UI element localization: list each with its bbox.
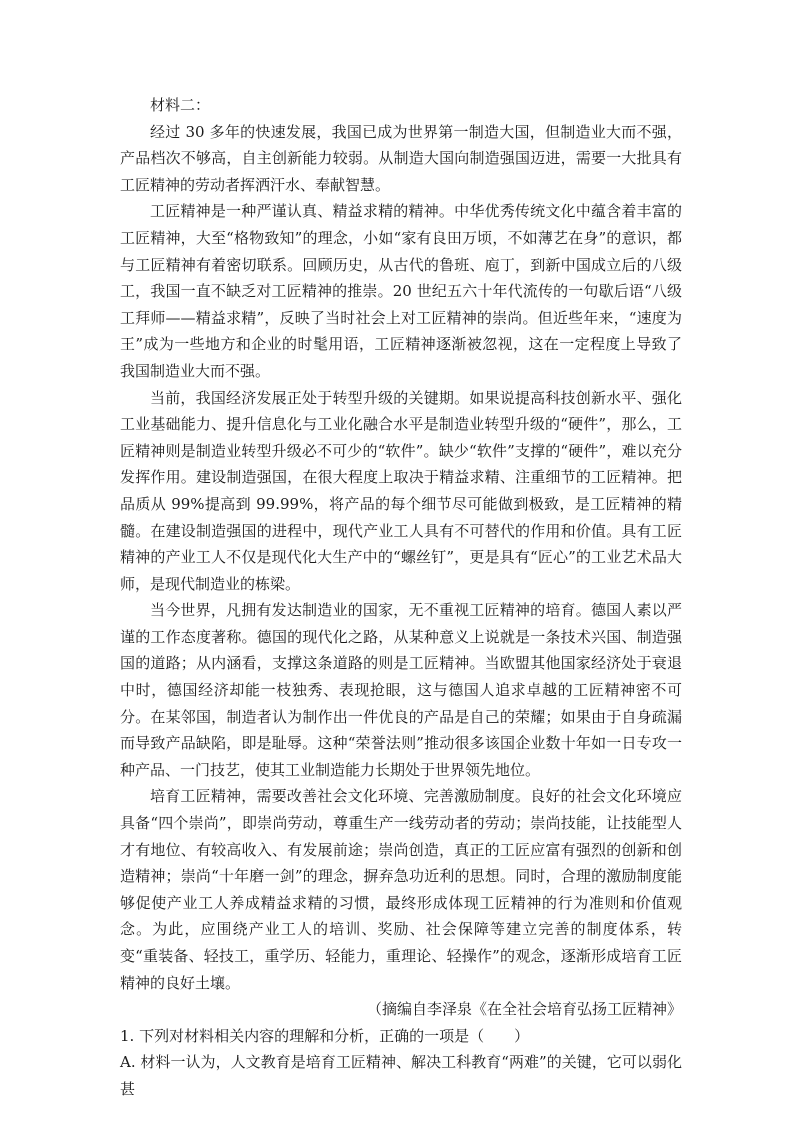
source-citation: （摘编自李泽泉《在全社会培育弘扬工匠精神》 (366, 1000, 682, 1019)
section-title: 材料二： (150, 96, 211, 114)
option-a: A. 材料一认为，人文教育是培育工匠精神、解决工科教育“两难”的关键，它可以弱化甚 (120, 1053, 682, 1098)
document-page (120, 92, 682, 1103)
paragraph-2: 工匠精神是一种严谨认真、精益求精的精神。中华优秀传统文化中蕴含着丰富的工匠精神，大至“格物致知”的理念，小如“家有良田万顷，不如薄艺在身”的意识，都与工匠精神有着密切联系。回顾历史，从古代的鲁班、庖丁，到新中国成立后的八级工，我国一直不缺乏对工匠精神的推崇。20 世纪五六十年代流传的一句歇后语“八级工拜师——精益求精”，反映了当时社会上对工匠精神的崇尚。但近些年来，“速度为王”成为一些地方和企业的时髦用语，工匠精神逐渐被忽视，这在一定程度上导致了我国制造业大而不强。 (120, 202, 682, 380)
question-1: 1. 下列对材料相关内容的理解和分析，正确的一项是（ ） (120, 1026, 530, 1045)
paragraph-4: 当今世界，凡拥有发达制造业的国家，无不重视工匠精神的培育。德国人素以严谨的工作态度著称。德国的现代化之路，从某种意义上说就是一条技术兴国、制造强国的道路；从内涵看，支撑这条道路的则是工匠精神。当欧盟其他国家经济处于衰退中时，德国经济却能一枝独秀、表现抢眼，这与德国人追求卓越的工匠精神密不可分。在某邻国，制造者认为制作出一件优良的产品是自己的荣耀；如果由于自身疏漏而导致产品缺陷，即是耻辱。这种“荣誉法则”推动很多该国企业数十年如一日专攻一种产品、一门技艺，使其工业制造能力长期处于世界领先地位。 (120, 601, 682, 779)
paragraph-3: 当前，我国经济发展正处于转型升级的关键期。如果说提高科技创新水平、强化工业基础能力、提升信息化与工业化融合水平是制造业转型升级的“硬件”，那么，工匠精神则是制造业转型升级必不可少的“软件”。缺少“软件”支撑的“硬件”，难以充分发挥作用。建设制造强国，在很大程度上取决于精益求精、注重细节的工匠精神。把品质从 99%提高到 99.99%，将产品的每个细节尽可能做到极致，是工匠精神的精髓。在建设制造强国的进程中，现代产业工人具有不可替代的作用和价值。具有工匠精神的产业工人不仅是现代化大生产中的“螺丝钉”，更是具有“匠心”的工业艺术品大师，是现代制造业的栋梁。 (120, 388, 682, 593)
paragraph-1: 经过 30 多年的快速发展，我国已成为世界第一制造大国，但制造业大而不强，产品档次不够高，自主创新能力较弱。从制造大国向制造强国迈进，需要一大批具有工匠精神的劳动者挥洒汗水、奉献智慧。 (120, 122, 682, 194)
paragraph-5: 培育工匠精神，需要改善社会文化环境、完善激励制度。良好的社会文化环境应具备“四个崇尚”，即崇尚劳动，尊重生产一线劳动者的劳动；崇尚技能，让技能型人才有地位、有较高收入、有发展前途；崇尚创造，真正的工匠应富有强烈的创新和创造精神；崇尚“十年磨一剑”的理念，摒弃急功近利的思想。同时，合理的激励制度能够促使产业工人养成精益求精的习惯，最终形成体现工匠精神的行为准则和价值观念。为此，应围绕产业工人的培训、奖励、社会保障等建立完善的制度体系，转变“重装备、轻技工，重学历、轻能力，重理论、轻操作”的观念，逐渐形成培育工匠精神的良好土壤。 (120, 787, 682, 992)
